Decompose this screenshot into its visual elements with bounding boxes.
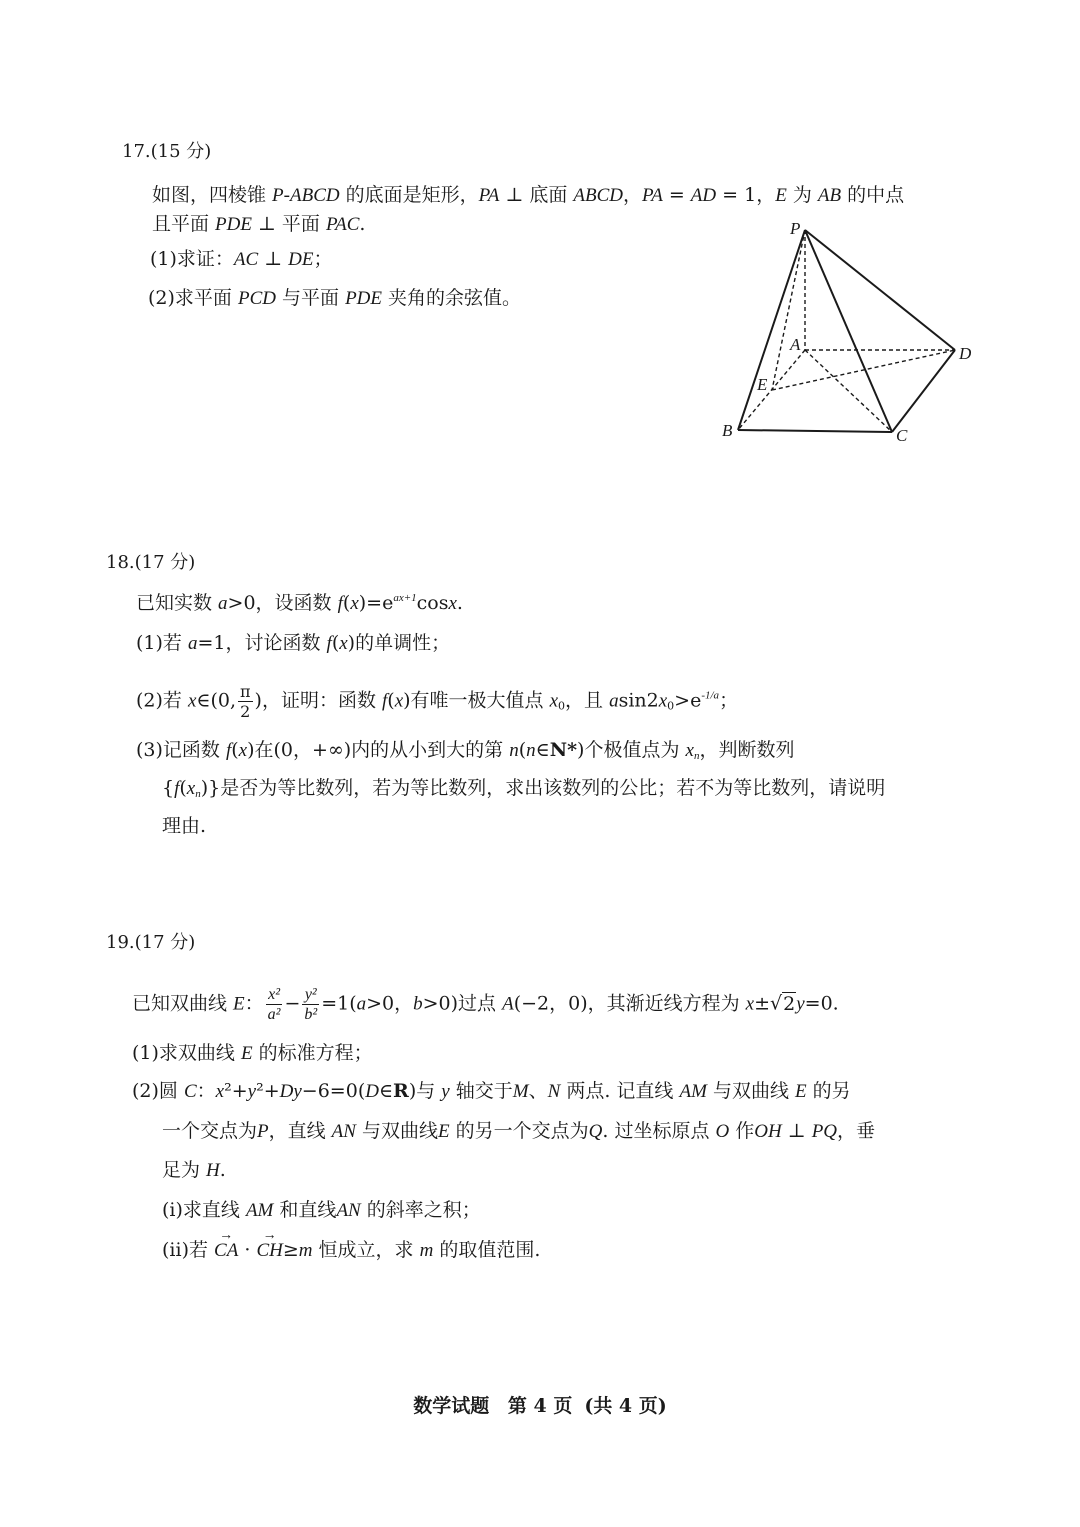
q17-part1: (1)求证：AC ⊥ DE； xyxy=(150,248,333,270)
label-d: D xyxy=(959,344,972,363)
q19-part2: (2)圆 C：x²+y²+Dy−6=0(D∈R)与 y 轴交于M、N 两点. 记直线 AM 与双曲线 E 的另 xyxy=(132,1080,851,1102)
q17-part2: (2)求平面 PCD 与平面 PDE 夹角的余弦值。 xyxy=(148,287,522,309)
q19-part1: (1)求双曲线 E 的标准方程； xyxy=(132,1042,373,1064)
label-a: A xyxy=(790,335,801,354)
q18-header: 18.(17 分) xyxy=(106,552,196,573)
label-b: B xyxy=(722,421,733,440)
q19-intro: 已知双曲线 E： $\frac{\text{x²}}{\text{a²}}$ − $\frac{\text{y²}}{\text{b²}}$ =1(a>0，b>0)过点 A(−2，0)，其渐近线方程为 x±√2y=0. xyxy=(132,986,839,1023)
edge-ac xyxy=(805,350,892,432)
q18-part3-line2: $\{f(x_n)\}$是否为等比数列，若为等比数列，求出该数列的公比；若不为等比数列，请说明 xyxy=(162,777,886,800)
pyramid-figure xyxy=(710,210,990,450)
vector-ca: → CA xyxy=(214,1239,238,1263)
edge-pb xyxy=(738,230,805,430)
edge-pe xyxy=(772,230,805,390)
footer-total: (共 4 页) xyxy=(584,1395,667,1417)
q17-header: 17.(15 分) xyxy=(122,141,212,162)
q19-header: 19.(17 分) xyxy=(106,932,196,953)
q18-part1: (1)若 a=1，讨论函数 f(x)的单调性； xyxy=(136,632,451,654)
q18-part3: (3)记函数 f(x)在(0，+∞)内的从小到大的第 n(n∈N*)个极值点为 $x_n$，判断数列 xyxy=(136,739,795,762)
label-p: P xyxy=(790,219,801,238)
q17-intro: 如图，四棱锥 P-ABCD 的底面是矩形，PA ⊥ 底面 ABCD，PA = AD = 1，E 为 AB 的中点 xyxy=(152,184,905,206)
x2-over-a2-fraction: $\frac{\text{x²}}{\text{a²}}$ xyxy=(267,986,281,1023)
page-footer xyxy=(0,1391,1080,1418)
edge-bc xyxy=(738,430,892,432)
vector-ch: → CH xyxy=(256,1239,282,1263)
label-c: C xyxy=(896,426,908,445)
q19-part2-i: (i)求直线 AM 和直线AN 的斜率之积； xyxy=(162,1199,481,1221)
edge-cd xyxy=(892,350,955,432)
edge-pd xyxy=(805,230,955,350)
y2-over-b2-fraction: $\frac{\text{y²}}{\text{b²}}$ xyxy=(304,986,318,1023)
footer-subject: 数学试题 xyxy=(413,1395,490,1417)
pi-over-2-fraction: $\frac{\pi}{2}$ xyxy=(240,682,251,721)
q18-intro: 已知实数 a>0，设函数 $f(x)=e^{ax+1}\cos x$. xyxy=(136,592,463,614)
label-e: E xyxy=(757,375,768,394)
q18-part2: (2)若 x∈(0, $\frac{\pi}{2}$ )，证明：函数 f(x)有唯一极大值点 $x_0$，且 $asin2x_0>e^{-1/a}$； xyxy=(136,682,739,721)
footer-page: 第 4 页 xyxy=(507,1395,573,1417)
q19-part2-line3: 足为 H. xyxy=(162,1159,226,1181)
q19-part2-ii: (ii)若 → CA · → CH≥m 恒成立，求 m 的取值范围. xyxy=(162,1238,540,1263)
q18-part3-line3: 理由. xyxy=(162,815,207,837)
edge-pc xyxy=(805,230,892,432)
q19-part2-line2: 一个交点为P，直线 AN 与双曲线E 的另一个交点为Q. 过坐标原点 O 作OH ⊥ PQ，垂 xyxy=(162,1120,876,1142)
edge-ab xyxy=(738,350,805,430)
q17-intro-line2: 且平面 PDE ⊥ 平面 PAC. xyxy=(152,213,366,235)
